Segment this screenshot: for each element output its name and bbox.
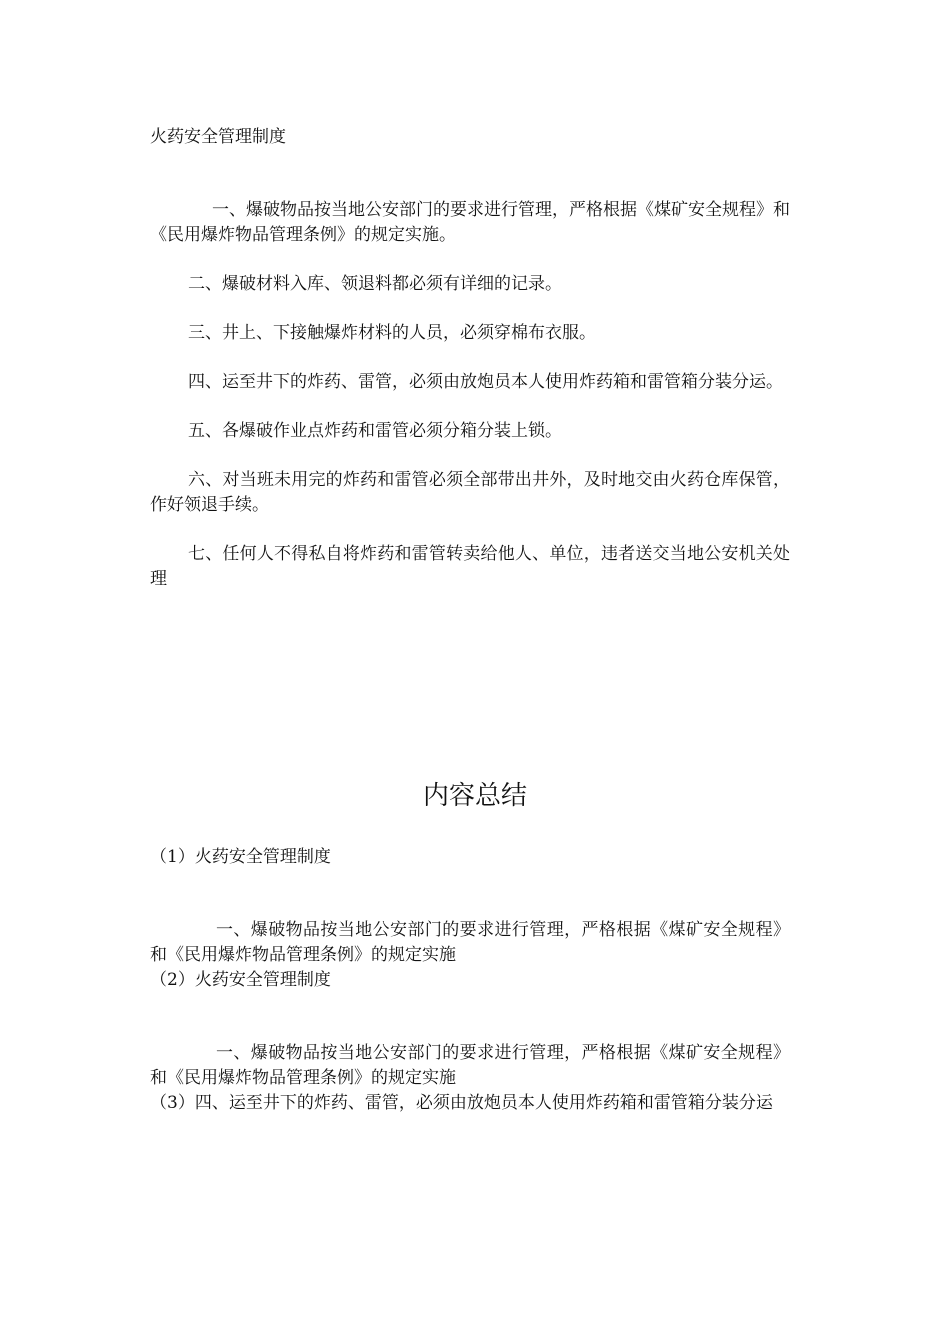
rule-item: 五、各爆破作业点炸药和雷管必须分箱分装上锁。 [188,421,562,441]
summary-heading: 内容总结 [422,781,527,811]
summary-item-2-body: 一、爆破物品按当地公安部门的要求进行管理，严格根据《煤矿安全规程》和《民用爆炸物品管理条例》的规定实施 [150,1043,790,1088]
summary-section [150,845,790,1116]
rule-item: 三、井上、下接触爆炸材料的人员，必须穿棉布衣服。 [188,323,596,343]
spacer [150,870,790,918]
summary-item-3: （3）四、运至井下的炸药、雷管，必须由放炮员本人使用炸药箱和雷管箱分装分运 [150,1093,773,1113]
summary-item-1-body: 一、爆破物品按当地公安部门的要求进行管理，严格根据《煤矿安全规程》和《民用爆炸物品管理条例》的规定实施 [150,920,790,965]
spacer [150,993,790,1041]
rule-item: 四、运至井下的炸药、雷管，必须由放炮员本人使用炸药箱和雷管箱分装分运。 [188,372,783,392]
rules-list [150,198,790,616]
summary-item-2-head: （2）火药安全管理制度 [150,970,331,990]
rule-item: 二、爆破材料入库、领退料都必须有详细的记录。 [188,274,562,294]
summary-item-1-head: （1）火药安全管理制度 [150,847,331,867]
document-title: 火药安全管理制度 [150,127,286,147]
rule-item: 七、任何人不得私自将炸药和雷管转卖给他人、单位，违者送交当地公安机关处理 [150,544,790,589]
rule-item: 六、对当班未用完的炸药和雷管必须全部带出井外，及时地交由火药仓库保管，作好领退手续。 [150,470,790,515]
rule-item: 一、爆破物品按当地公安部门的要求进行管理，严格根据《煤矿安全规程》和《民用爆炸物品管理条例》的规定实施。 [150,200,790,245]
